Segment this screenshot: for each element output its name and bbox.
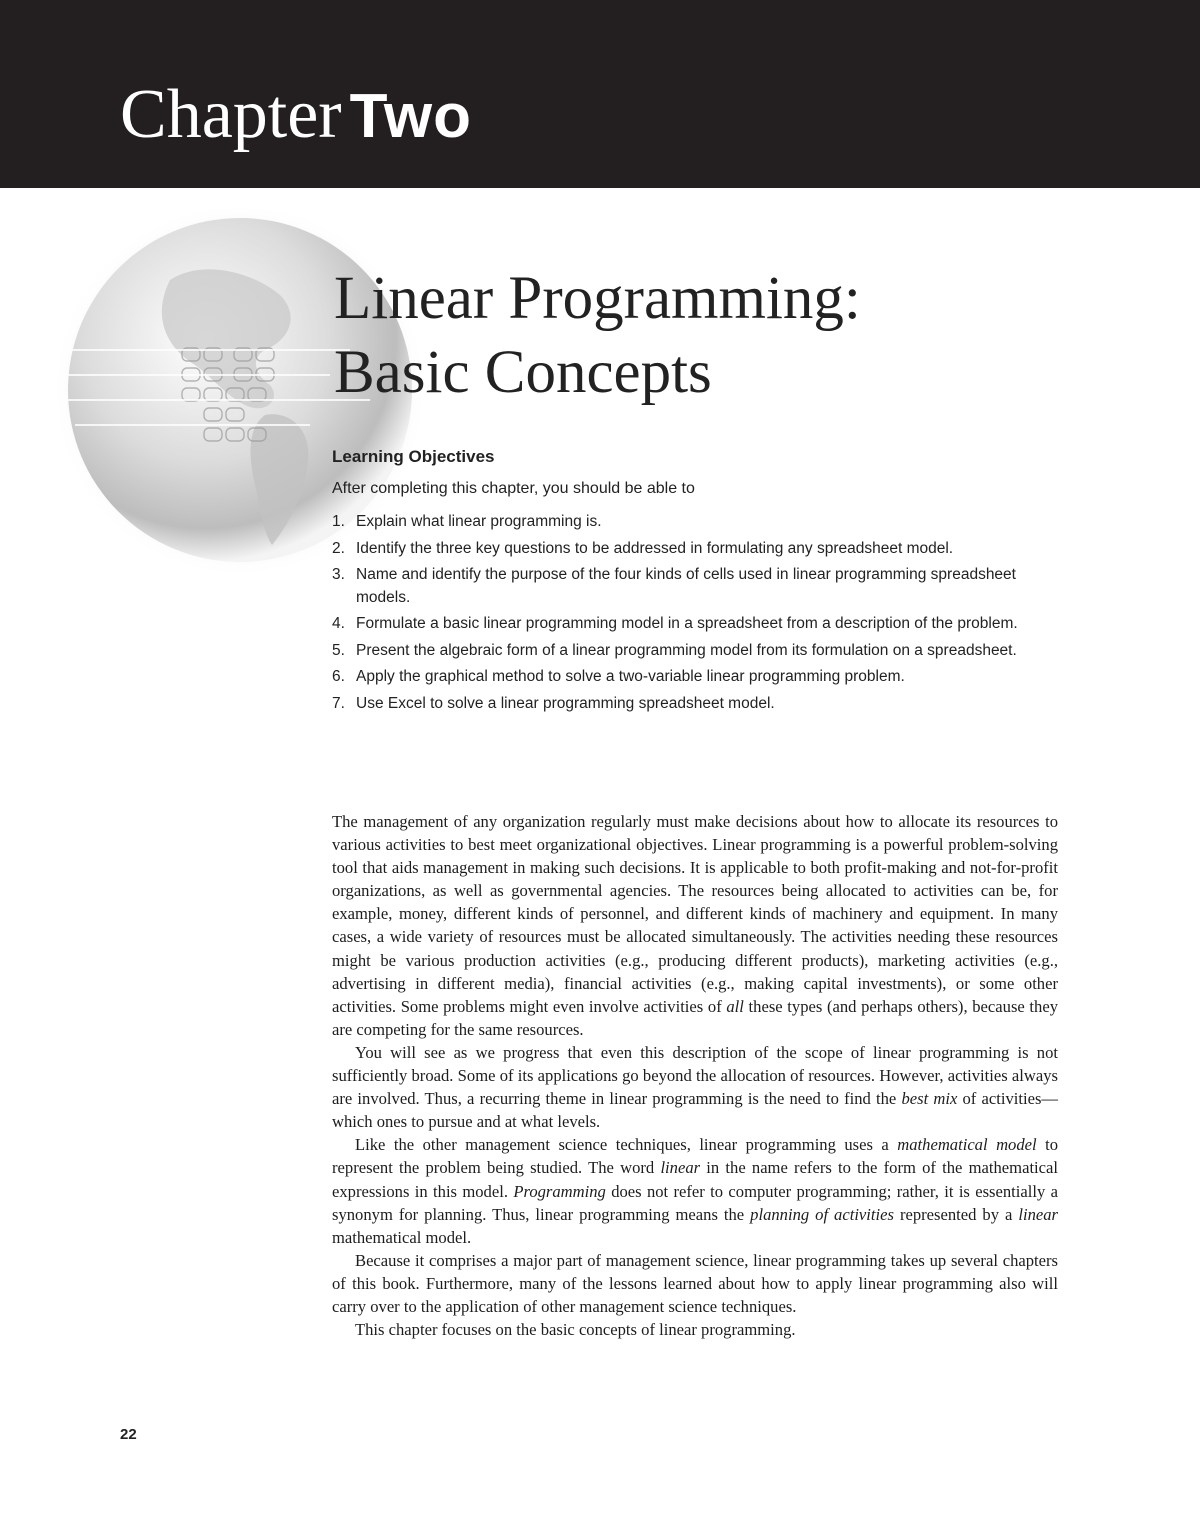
objective-number: 1. — [332, 513, 345, 530]
objectives-heading: Learning Objectives — [332, 447, 495, 466]
paragraph-text: of activities—which ones to pursue and at what levels. — [332, 1089, 1058, 1132]
objective-item — [332, 640, 1062, 663]
paragraph-1 — [332, 810, 1058, 1041]
chapter-banner — [0, 0, 1200, 188]
chapter-title — [334, 262, 861, 410]
objective-number: 7. — [332, 694, 345, 712]
paragraph-text: in the name refers to the form of the mathematical expressions in this model. — [332, 1158, 1059, 1201]
objective-text: Explain what linear programming is. — [356, 513, 602, 530]
paragraph-2 — [332, 1041, 1058, 1133]
emphasis: linear — [1018, 1204, 1058, 1224]
objectives-intro: After completing this chapter, you should be able to — [332, 480, 695, 497]
paragraph-4: Because it comprises a major part of management science, linear programming takes up several chapters of this book. Furthermore, many of the lessons learned about how to apply linear programming also will carry over to the application of other management science techniques. — [332, 1250, 1058, 1316]
paragraph-text: The management of any organization regularly must make decisions about how to allocate its resources to various activities to best meet organizational objectives. Linear programming is a powerful problem-solving tool that aids management in making such decisions. It is applicable to both profit-making and not-for-profit organizations, as well as governmental agencies. The resources being allocated to activities can be, for example, money, different kinds of personnel, and different kinds of machinery and equipment. In many cases, a wide variety of resources must be allocated simultaneously. The activities needing these resources might be various production activities (e.g., producing different products), marketing activities (e.g., advertising in different media), financial activities (e.g., making capital investments), or some other activities. Some problems might even involve activities of — [332, 812, 1058, 1016]
paragraph-text: represented by a — [893, 1204, 1019, 1224]
objective-text: Use Excel to solve a linear programming spreadsheet model. — [356, 694, 775, 712]
objective-item — [332, 564, 1062, 609]
objective-number: 2. — [332, 539, 345, 557]
objective-item — [332, 613, 1062, 636]
paragraph-text: mathematical model. — [332, 1227, 472, 1247]
paragraph-text: does not refer to computer programming; rather, it is essentially a synonym for planning. Thus, linear programming means the — [332, 1181, 1058, 1224]
objective-text: Name and identify the purpose of the four kinds of cells used in linear programming spreadsheet models. — [356, 566, 1016, 606]
emphasis: planning of activities — [750, 1204, 894, 1224]
paragraph-text: to represent the problem being studied. The word — [332, 1135, 1059, 1178]
page-number: 22 — [120, 1426, 137, 1443]
objective-item — [332, 693, 1062, 716]
paragraph-3 — [332, 1133, 1058, 1248]
objective-number: 6. — [332, 668, 345, 685]
paragraph-text: You will see as we progress that even this description of the scope of linear programming is not sufficiently broad. Some of its applications go beyond the allocation of resources. However, activities always are involved. Thus, a recurring theme in linear programming is the need to find the — [332, 1042, 1058, 1109]
title-line-1: Linear Programming: — [334, 265, 861, 332]
objective-number: 4. — [332, 615, 345, 632]
objective-text: Present the algebraic form of a linear programming model from its formulation on a spreadsheet. — [356, 641, 1017, 659]
objective-number: 3. — [332, 566, 345, 583]
emphasis: all — [726, 996, 744, 1016]
chapter-number: Two — [349, 82, 472, 151]
objective-text: Formulate a basic linear programming model in a spreadsheet from a description of the problem. — [356, 615, 1018, 632]
objectives-list — [332, 511, 1062, 715]
emphasis: mathematical model — [897, 1135, 1037, 1155]
paragraph-text: Like the other management science techniques, linear programming uses a — [355, 1135, 898, 1155]
emphasis: linear — [660, 1158, 701, 1178]
objective-item — [332, 666, 1062, 689]
emphasis: best mix — [901, 1089, 958, 1109]
objective-text: Identify the three key questions to be addressed in formulating any spreadsheet model. — [356, 539, 954, 557]
title-line-2: Basic Concepts — [334, 339, 712, 406]
body-text — [332, 810, 1058, 1341]
paragraph-5: This chapter focuses on the basic concepts of linear programming. — [355, 1320, 796, 1340]
objective-number: 5. — [332, 641, 345, 659]
objective-item — [332, 538, 1062, 561]
learning-objectives — [332, 446, 1062, 719]
paragraph-text: these types (and perhaps others), because they are competing for the same resources. — [332, 996, 1058, 1039]
chapter-word: Chapter — [120, 76, 342, 153]
emphasis: Programming — [513, 1181, 606, 1201]
chapter-heading — [120, 76, 472, 153]
objective-item — [332, 511, 1062, 534]
objective-text: Apply the graphical method to solve a two-variable linear programming problem. — [356, 668, 905, 685]
